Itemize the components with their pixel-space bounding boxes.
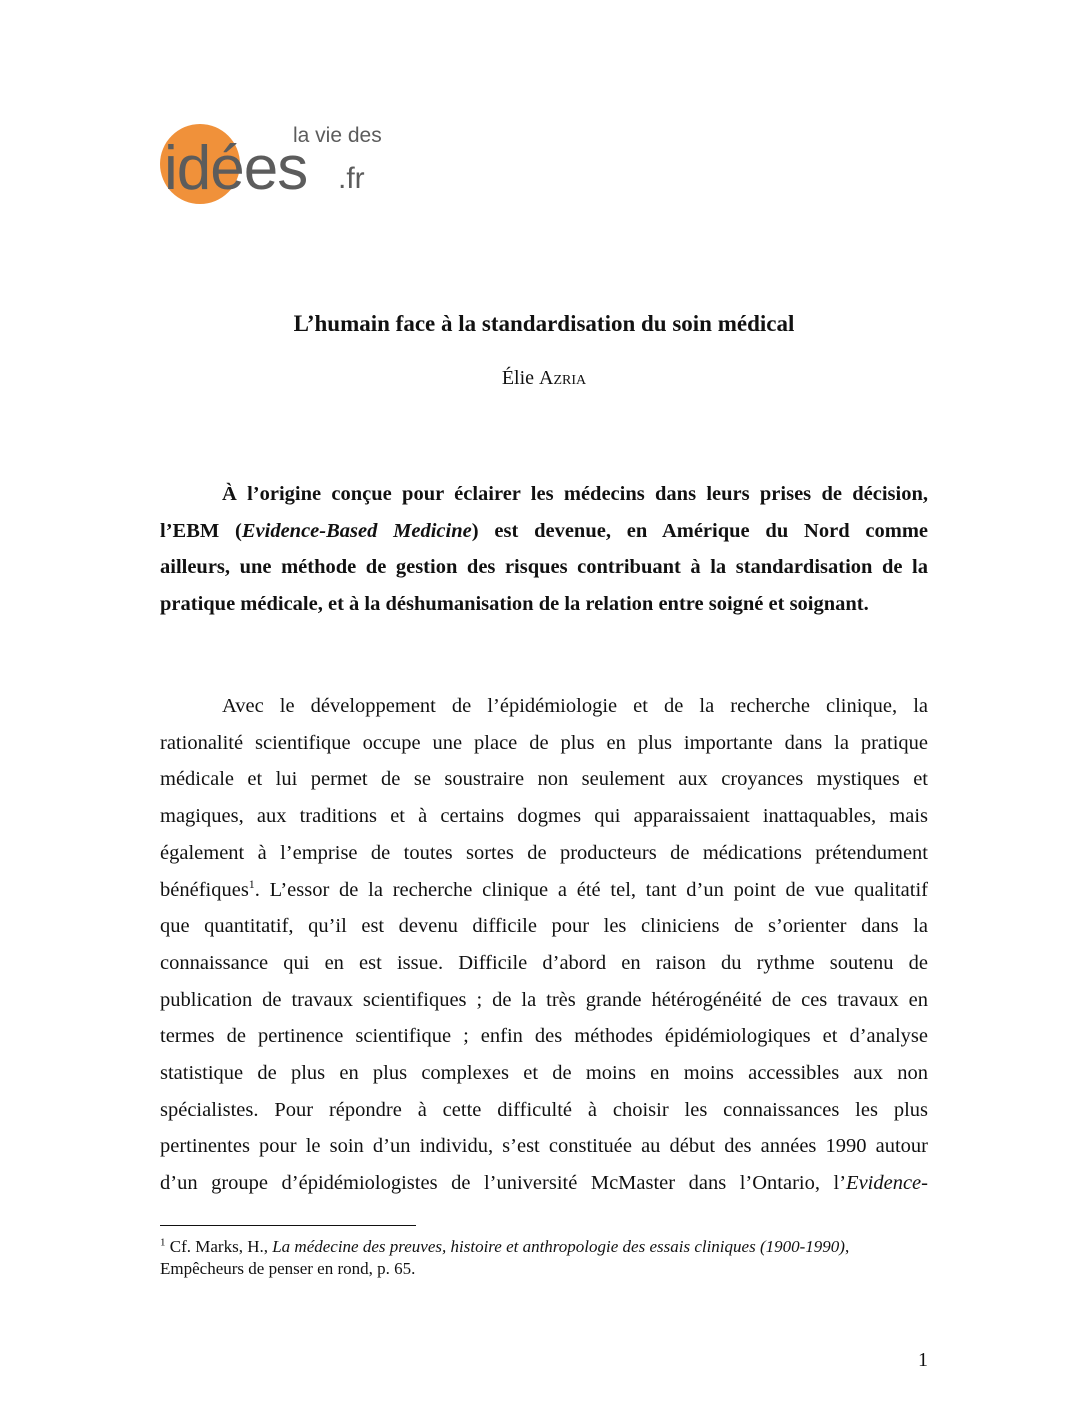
- lead-italic-term: Evidence-Based Medicine: [241, 519, 472, 542]
- body-italic-term: Evidence-: [846, 1172, 928, 1195]
- page-number: 1: [918, 1349, 928, 1371]
- body-line: également à l’emprise de toutes sortes de producteurs de médications prétendument: [160, 841, 928, 864]
- author-first-name: Élie: [501, 367, 535, 389]
- footnote-line: Empêcheurs de penser en rond, p. 65.: [160, 1259, 416, 1278]
- author-last-name: Azria: [539, 367, 587, 389]
- body-line: publication de travaux scientifiques ; de la très grande hétérogénéité de ces travaux en: [160, 988, 928, 1011]
- lead-text: ) est devenue, en Amérique du Nord comme: [471, 519, 929, 542]
- logo-word: idées: [164, 134, 308, 203]
- footnote-prefix: Cf. Marks, H.,: [165, 1237, 273, 1256]
- document-title: L’humain face à la standardisation du soin médical: [293, 311, 795, 336]
- body-line: Avec le développement de l’épidémiologie et de la recherche clinique, la: [222, 695, 928, 717]
- footnote-separator: [160, 1225, 416, 1226]
- body-line: magiques, aux traditions et à certains dogmes qui apparaissaient inattaquables, mais: [160, 805, 928, 828]
- logo-tagline: la vie des: [293, 124, 382, 147]
- body-text: d’un groupe d’épidémiologistes de l’université McMaster dans l’Ontario, l’: [160, 1172, 847, 1195]
- body-line: que quantitatif, qu’il est devenu difficile pour les cliniciens de s’orienter dans la: [160, 915, 928, 938]
- footnote: [160, 1236, 930, 1280]
- footnote-line: [160, 1236, 930, 1258]
- body-paragraph: [160, 688, 928, 1202]
- document-author: [0, 364, 1088, 392]
- body-line: [160, 872, 928, 909]
- footnote-reference[interactable]: 1: [248, 876, 255, 891]
- lead-line: [160, 513, 928, 550]
- lead-line: pratique médicale, et à la déshumanisation de la relation entre soigné et soignant.: [160, 593, 869, 616]
- lead-line: ailleurs, une méthode de gestion des risques contribuant à la standardisation de la: [160, 556, 928, 579]
- logo-tld: .fr: [338, 162, 365, 195]
- body-line: médicale et lui permet de se soustraire non seulement aux croyances mystiques et: [160, 768, 928, 791]
- footnote-number: 1: [160, 1236, 166, 1249]
- lead-paragraph: [160, 476, 928, 623]
- body-line: connaissance qui en est issue. Difficile d’abord en raison du rythme soutenu de: [160, 951, 928, 974]
- footnote-suffix: ,: [844, 1237, 850, 1256]
- site-logo: [160, 124, 390, 206]
- lead-text: l’EBM (: [160, 519, 242, 542]
- body-line: [160, 1165, 928, 1202]
- body-line: statistique de plus en plus complexes et de moins en moins accessibles aux non: [160, 1062, 928, 1085]
- body-line: rationalité scientifique occupe une place de plus en plus importante dans la pratique: [160, 731, 928, 754]
- lead-line: À l’origine conçue pour éclairer les médecins dans leurs prises de décision,: [222, 483, 928, 505]
- footnote-title: La médecine des preuves, histoire et anthropologie des essais cliniques (1900-1990): [272, 1237, 845, 1256]
- body-text: bénéfiques: [160, 878, 249, 901]
- body-line: termes de pertinence scientifique ; enfin des méthodes épidémiologiques et d’analyse: [160, 1025, 928, 1048]
- body-line: spécialistes. Pour répondre à cette difficulté à choisir les connaissances les plus: [160, 1098, 928, 1121]
- body-text: . L’essor de la recherche clinique a été tel, tant d’un point de vue qualitatif: [254, 878, 928, 901]
- body-line: pertinentes pour le soin d’un individu, s’est constituée au début des années 1990 autour: [160, 1135, 928, 1158]
